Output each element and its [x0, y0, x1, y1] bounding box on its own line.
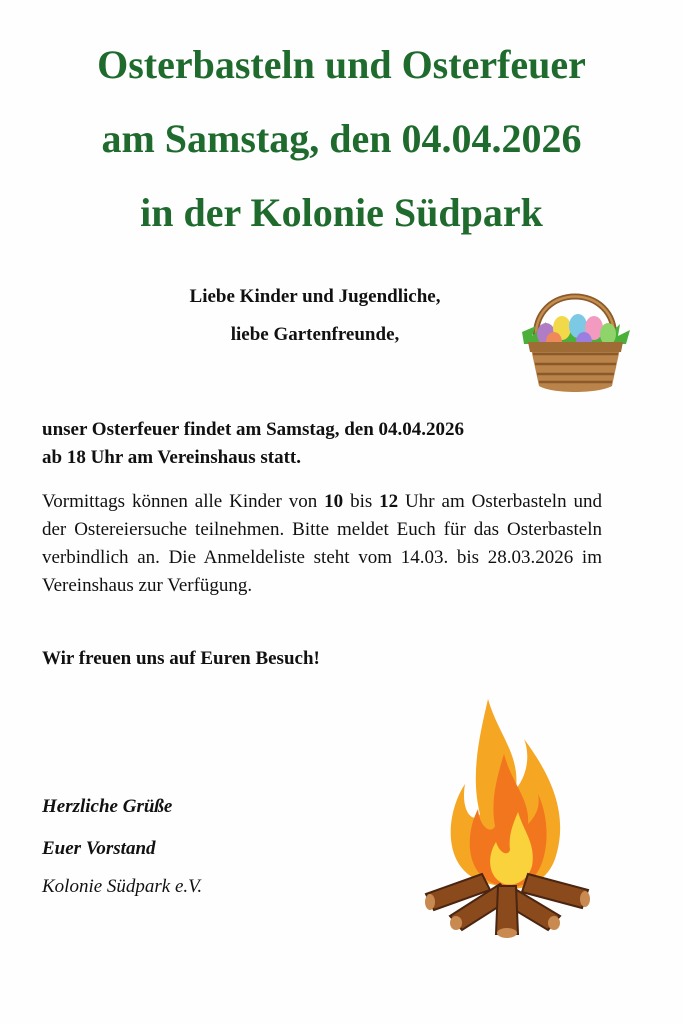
announcement-line-2: ab 18 Uhr am Vereinshaus statt. — [42, 447, 302, 468]
greeting-line-1: Liebe Kinder und Jugendliche, — [189, 286, 441, 307]
title-line-1: Osterbasteln und Osterfeuer — [97, 42, 586, 87]
greeting-line-2: liebe Gartenfreunde, — [230, 324, 400, 345]
info-part-3: Uhr am Osterbasteln und der Ostereiersuche teilnehmen. Bitte meldet Euch für das Osterbasteln verbindlich an. Die Anmeldeliste steht vom 14.03. bis 28.03.2026 im Vereinshaus zur Verfügung. — [42, 491, 602, 596]
title-line-2: am Samstag, den 04.04.2026 — [101, 116, 582, 161]
info-part-2: bis — [343, 491, 380, 512]
easter-fire-icon — [420, 694, 595, 939]
signature-organization: Kolonie Südpark e.V. — [42, 876, 203, 897]
announcement — [42, 416, 622, 472]
info-part-1: Vormittags können alle Kinder von — [42, 491, 325, 512]
title-line-3: in der Kolonie Südpark — [140, 190, 543, 235]
signature-regards: Herzliche Grüße — [42, 796, 173, 817]
hour-to: 12 — [379, 491, 399, 512]
easter-basket-icon — [518, 262, 633, 397]
info-paragraph — [42, 488, 602, 600]
signature-sender: Euer Vorstand — [42, 838, 156, 859]
announcement-line-1: unser Osterfeuer findet am Samstag, den 04.04.2026 — [42, 419, 465, 440]
closing-line: Wir freuen uns auf Euren Besuch! — [42, 648, 320, 669]
hour-from: 10 — [324, 491, 344, 512]
